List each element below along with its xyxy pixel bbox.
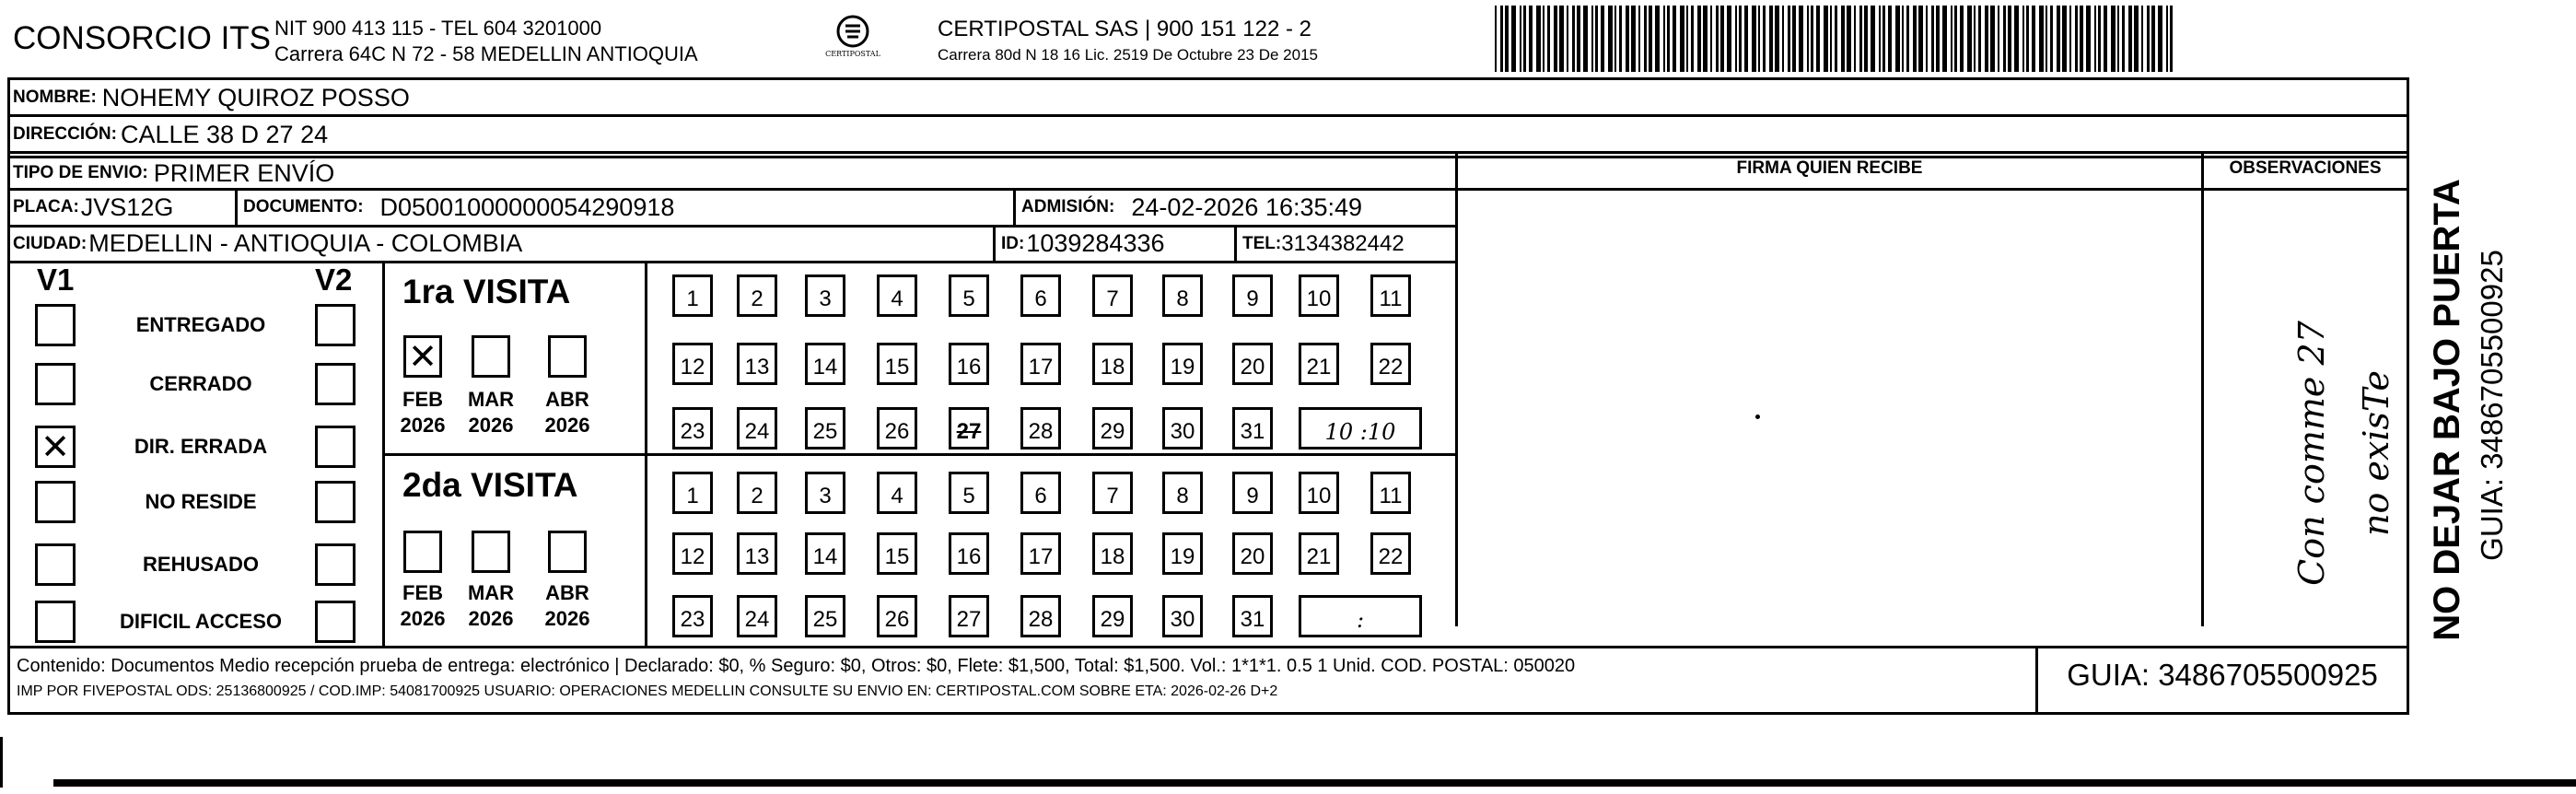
second-visit-month-checkbox[interactable] bbox=[548, 531, 587, 573]
first-visit-day-box[interactable]: 29 bbox=[1092, 407, 1133, 450]
first-visit-day-box[interactable]: 11 bbox=[1370, 274, 1411, 317]
first-visit-day-box[interactable]: 15 bbox=[877, 343, 917, 385]
barcode-bar bbox=[1644, 6, 1647, 72]
first-visit-day-box[interactable]: 13 bbox=[737, 343, 777, 385]
first-visit-day-box[interactable]: 10 bbox=[1299, 274, 1339, 317]
barcode-bar bbox=[1824, 6, 1828, 72]
status-label: NO RESIDE bbox=[145, 490, 257, 513]
admision-label: ADMISIÓN: bbox=[1021, 197, 1115, 216]
barcode-bar bbox=[2122, 6, 2125, 72]
second-visit-day-box[interactable]: 31 bbox=[1232, 595, 1273, 637]
first-visit-day-box[interactable]: 19 bbox=[1162, 343, 1203, 385]
barcode-bar bbox=[1835, 6, 1837, 72]
barcode-bar bbox=[1529, 6, 1533, 72]
barcode-bar bbox=[2057, 6, 2060, 72]
second-visit-day-box[interactable]: 17 bbox=[1020, 532, 1061, 575]
v1-checkbox[interactable] bbox=[35, 363, 76, 405]
month-name: ABR bbox=[545, 388, 589, 411]
barcode-bar bbox=[1720, 6, 1724, 72]
barcode-bar bbox=[1703, 6, 1708, 72]
barcode-bar bbox=[1716, 6, 1719, 72]
barcode-bar bbox=[1926, 6, 1928, 72]
barcode-bar bbox=[2003, 6, 2006, 72]
barcode-bar bbox=[1495, 6, 1497, 72]
month-label bbox=[461, 580, 520, 632]
side-warning: NO DEJAR BAJO PUERTA bbox=[2427, 179, 2467, 641]
barcode-bar bbox=[1691, 6, 1694, 72]
barcode-bar bbox=[2075, 6, 2078, 72]
second-visit-day-box[interactable]: 8 bbox=[1162, 472, 1203, 514]
month-label bbox=[538, 387, 597, 438]
second-visit-day-box[interactable]: 1 bbox=[672, 472, 713, 514]
barcode-bar bbox=[1543, 6, 1544, 72]
first-visit-day-box[interactable]: 18 bbox=[1092, 343, 1133, 385]
observation-handwriting-2: no exisTe bbox=[2356, 370, 2396, 536]
barcode-bar bbox=[1854, 6, 1856, 72]
first-visit-day-box[interactable]: 3 bbox=[805, 274, 845, 317]
barcode-bar bbox=[1523, 6, 1526, 72]
id-label: ID: bbox=[1001, 233, 1025, 253]
barcode-bar bbox=[1511, 6, 1516, 72]
barcode-bar bbox=[1547, 6, 1550, 72]
barcode-bar bbox=[2128, 6, 2132, 72]
first-visit-day-box[interactable]: 7 bbox=[1092, 274, 1133, 317]
month-name: MAR bbox=[467, 581, 515, 604]
barcode-bar bbox=[1619, 6, 1622, 72]
month-name: ABR bbox=[545, 581, 589, 604]
barcode-bar bbox=[2094, 6, 2096, 72]
first-visit-day-box[interactable]: 21 bbox=[1299, 343, 1339, 385]
firma-label: FIRMA QUIEN RECIBE bbox=[1736, 158, 1923, 178]
tel-label: TEL: bbox=[1242, 233, 1282, 253]
second-visit-day-box[interactable]: 25 bbox=[805, 595, 845, 637]
observation-handwriting-1: Con comme 27 bbox=[2291, 321, 2332, 586]
barcode-bar bbox=[1936, 6, 1940, 72]
barcode-bar bbox=[1673, 6, 1676, 72]
bottom-band bbox=[53, 779, 2576, 787]
v1-checkbox[interactable] bbox=[35, 543, 76, 586]
direccion-row bbox=[7, 116, 2407, 153]
tel-value: 3134382442 bbox=[1281, 230, 1405, 256]
first-visit-day-box[interactable]: 23 bbox=[672, 407, 713, 450]
v2-checkbox[interactable] bbox=[315, 304, 356, 346]
first-visit-day-box[interactable]: 4 bbox=[877, 274, 917, 317]
first-visit-day-box[interactable]: 28 bbox=[1020, 407, 1061, 450]
month-year: 2026 bbox=[544, 607, 590, 630]
first-visit-day-box[interactable]: 31 bbox=[1232, 407, 1273, 450]
barcode-bar bbox=[1913, 6, 1917, 72]
barcode-bar bbox=[1847, 6, 1851, 72]
direccion-value: CALLE 38 D 27 24 bbox=[120, 120, 329, 148]
first-visit-day-box[interactable]: 5 bbox=[949, 274, 989, 317]
barcode-bar bbox=[1811, 6, 1813, 72]
barcode-bar bbox=[1655, 6, 1660, 72]
month-year: 2026 bbox=[468, 414, 514, 437]
barcode-bar bbox=[2008, 6, 2011, 72]
admision-value: 24-02-2026 16:35:49 bbox=[1131, 193, 1363, 221]
first-visit-month-checkbox[interactable]: ✕ bbox=[403, 335, 442, 378]
barcode-bar bbox=[1816, 6, 1820, 72]
first-visit-day-box[interactable]: 12 bbox=[672, 343, 713, 385]
second-visit-day-box[interactable]: 30 bbox=[1162, 595, 1203, 637]
barcode bbox=[1495, 6, 2176, 72]
bottom-rule bbox=[0, 737, 3, 788]
ciudad-value: MEDELLIN - ANTIOQUIA - COLOMBIA bbox=[88, 229, 523, 257]
barcode-bar bbox=[2104, 6, 2107, 72]
second-visit-title: 2da VISITA bbox=[402, 466, 578, 504]
tipo-row bbox=[7, 155, 1453, 192]
first-visit-month-checkbox[interactable] bbox=[472, 335, 510, 378]
barcode-bar bbox=[1697, 6, 1701, 72]
status-label: DIR. ERRADA bbox=[134, 435, 268, 458]
barcode-bar bbox=[2141, 6, 2143, 72]
first-visit-day-box[interactable]: 22 bbox=[1370, 343, 1411, 385]
barcode-bar bbox=[1775, 6, 1779, 72]
barcode-bar bbox=[2050, 6, 2053, 72]
status-label: ENTREGADO bbox=[135, 313, 266, 336]
first-visit-title: 1ra VISITA bbox=[402, 273, 571, 310]
second-visit-day-box[interactable]: 29 bbox=[1092, 595, 1133, 637]
barcode-bar bbox=[1974, 6, 1976, 72]
nombre-label: NOMBRE: bbox=[13, 88, 97, 107]
barcode-bar bbox=[1967, 6, 1972, 72]
barcode-bar bbox=[1882, 6, 1885, 72]
barcode-bar bbox=[1572, 6, 1575, 72]
first-visit-day-box[interactable]: 25 bbox=[805, 407, 845, 450]
barcode-bar bbox=[2166, 6, 2168, 72]
first-visit-day-box[interactable]: 26 bbox=[877, 407, 917, 450]
second-visit-day-box[interactable]: 28 bbox=[1020, 595, 1061, 637]
barcode-bar bbox=[1978, 6, 1981, 72]
barcode-bar bbox=[1649, 6, 1652, 72]
v2-checkbox[interactable] bbox=[315, 363, 356, 405]
barcode-bar bbox=[1710, 6, 1712, 72]
second-visit-day-box[interactable]: 13 bbox=[737, 532, 777, 575]
barcode-bar bbox=[1763, 6, 1766, 72]
month-label bbox=[538, 580, 597, 632]
second-visit-day-box[interactable]: 9 bbox=[1232, 472, 1273, 514]
first-visit-day-box[interactable]: 14 bbox=[805, 343, 845, 385]
barcode-bar bbox=[1792, 6, 1796, 72]
barcode-bar bbox=[2032, 6, 2035, 72]
second-visit-day-box[interactable]: 15 bbox=[877, 532, 917, 575]
tipo-value: PRIMER ENVÍO bbox=[153, 158, 335, 187]
second-visit-day-box[interactable]: 2 bbox=[737, 472, 777, 514]
barcode-bar bbox=[2134, 6, 2139, 72]
month-year: 2026 bbox=[468, 607, 514, 630]
v2-checkbox[interactable] bbox=[315, 543, 356, 586]
barcode-bar bbox=[1626, 6, 1629, 72]
documento-cell bbox=[238, 190, 674, 225]
second-visit-day-box[interactable]: 4 bbox=[877, 472, 917, 514]
signature-dot bbox=[1755, 415, 1760, 419]
footer-print-line: IMP POR FIVEPOSTAL ODS: 25136800925 / COD.IMP: 54081700925 USUARIO: OPERACIONES MEDELLIN CONSULTE SU ENVIO EN: CERTIPOSTAL.COM SOBRE ETA: 2026-02-26 D+2 bbox=[17, 683, 1278, 699]
v1-checkbox[interactable]: ✕ bbox=[35, 426, 76, 468]
barcode-bar bbox=[1591, 6, 1593, 72]
barcode-bar bbox=[2151, 6, 2155, 72]
barcode-bar bbox=[1830, 6, 1832, 72]
second-visit-day-box[interactable]: 14 bbox=[805, 532, 845, 575]
barcode-bar bbox=[1871, 6, 1875, 72]
month-label bbox=[461, 387, 520, 438]
barcode-bar bbox=[1895, 6, 1900, 72]
barcode-bar bbox=[1788, 6, 1790, 72]
second-visit-day-box[interactable]: 21 bbox=[1299, 532, 1339, 575]
barcode-bar bbox=[1680, 6, 1684, 72]
barcode-bar bbox=[1739, 6, 1742, 72]
tipo-label: TIPO DE ENVIO: bbox=[13, 163, 148, 182]
first-visit-day-box[interactable]: 17 bbox=[1020, 343, 1061, 385]
barcode-bar bbox=[1500, 6, 1503, 72]
barcode-bar bbox=[1906, 6, 1909, 72]
certipostal-logo bbox=[820, 13, 886, 64]
second-visit-day-box[interactable]: 7 bbox=[1092, 472, 1133, 514]
barcode-bar bbox=[1782, 6, 1784, 72]
nombre-value: NOHEMY QUIROZ POSSO bbox=[101, 83, 410, 111]
barcode-bar bbox=[1727, 6, 1731, 72]
footer-content-line: Contenido: Documentos Medio recepción prueba de entrega: electrónico | Declarado: $0, % Seguro: $0, Otros: $0, Flete: $1,500, Total: $1,500. Vol.: 1*1*1. 0.5 1 Unid. COD. POSTAL: 050020 bbox=[17, 656, 1576, 676]
second-visit-day-box[interactable]: 18 bbox=[1092, 532, 1133, 575]
barcode-bar bbox=[1864, 6, 1868, 72]
second-visit-day-box[interactable]: 5 bbox=[949, 472, 989, 514]
barcode-bar bbox=[2117, 6, 2119, 72]
barcode-bar bbox=[1954, 6, 1957, 72]
v1-label: V1 bbox=[37, 263, 75, 297]
observaciones-label: OBSERVACIONES bbox=[2229, 158, 2382, 178]
v2-checkbox[interactable] bbox=[315, 426, 356, 468]
month-name: MAR bbox=[467, 388, 515, 411]
placa-label: PLACA: bbox=[13, 197, 79, 216]
admision-cell bbox=[1016, 190, 1362, 225]
second-visit-time-box[interactable]: : bbox=[1299, 595, 1422, 637]
barcode-bar bbox=[1902, 6, 1904, 72]
status-label: CERRADO bbox=[149, 372, 252, 395]
barcode-bar bbox=[2026, 6, 2029, 72]
company-name: CONSORCIO ITS bbox=[13, 20, 272, 56]
logo-text: CERTIPOSTAL bbox=[825, 50, 880, 58]
second-visit-day-box[interactable]: 27 bbox=[949, 595, 989, 637]
v1-checkbox[interactable] bbox=[35, 304, 76, 346]
month-name: FEB bbox=[402, 388, 443, 411]
documento-label: DOCUMENTO: bbox=[243, 197, 364, 216]
first-visit-day-box[interactable]: 6 bbox=[1020, 274, 1061, 317]
barcode-bar bbox=[1601, 6, 1604, 72]
second-visit-day-box[interactable]: 20 bbox=[1232, 532, 1273, 575]
month-year: 2026 bbox=[544, 414, 590, 437]
footer-guia: GUIA: 3486705500925 bbox=[2067, 658, 2378, 692]
first-visit-month-checkbox[interactable] bbox=[548, 335, 587, 378]
first-visit-day-box[interactable]: 8 bbox=[1162, 274, 1203, 317]
second-visit-month-checkbox[interactable] bbox=[472, 531, 510, 573]
second-visit-day-box[interactable]: 11 bbox=[1370, 472, 1411, 514]
barcode-bar bbox=[1879, 6, 1881, 72]
second-visit-day-box[interactable]: 24 bbox=[737, 595, 777, 637]
barcode-bar bbox=[1554, 6, 1557, 72]
placa-cell bbox=[7, 190, 173, 225]
id-cell bbox=[996, 227, 1165, 261]
second-visit-day-box[interactable]: 10 bbox=[1299, 472, 1339, 514]
barcode-bar bbox=[1686, 6, 1688, 72]
barcode-bar bbox=[1614, 6, 1616, 72]
barcode-bar bbox=[1998, 6, 1999, 72]
second-visit-day-box[interactable]: 3 bbox=[805, 472, 845, 514]
barcode-bar bbox=[1663, 6, 1665, 72]
first-visit-day-box[interactable]: 30 bbox=[1162, 407, 1203, 450]
barcode-bar bbox=[1931, 6, 1934, 72]
placa-value: JVS12G bbox=[80, 193, 174, 221]
first-visit-day-box[interactable]: 24 bbox=[737, 407, 777, 450]
barcode-bar bbox=[1536, 6, 1541, 72]
barcode-bar bbox=[1807, 6, 1809, 72]
barcode-bar bbox=[1942, 6, 1947, 72]
month-year: 2026 bbox=[400, 414, 446, 437]
ciudad-cell bbox=[7, 227, 522, 261]
first-visit-day-box[interactable]: 20 bbox=[1232, 343, 1273, 385]
barcode-bar bbox=[2014, 6, 2019, 72]
second-visit-day-box[interactable]: 12 bbox=[672, 532, 713, 575]
barcode-bar bbox=[2111, 6, 2116, 72]
barcode-bar bbox=[1505, 6, 1509, 72]
second-visit-day-box[interactable]: 23 bbox=[672, 595, 713, 637]
first-visit-time-box[interactable]: 10 :10 bbox=[1299, 407, 1422, 450]
v2-label: V2 bbox=[315, 263, 353, 297]
barcode-bar bbox=[2086, 6, 2091, 72]
v1-checkbox[interactable] bbox=[35, 481, 76, 523]
barcode-bar bbox=[2158, 6, 2162, 72]
second-visit-day-box[interactable]: 16 bbox=[949, 532, 989, 575]
barcode-bar bbox=[1769, 6, 1773, 72]
second-visit-day-box[interactable]: 6 bbox=[1020, 472, 1061, 514]
barcode-bar bbox=[2170, 6, 2173, 72]
barcode-bar bbox=[1752, 6, 1756, 72]
second-visit-day-box[interactable]: 26 bbox=[877, 595, 917, 637]
barcode-bar bbox=[1951, 6, 1952, 72]
ciudad-label: CIUDAD: bbox=[13, 233, 87, 253]
barcode-bar bbox=[1735, 6, 1737, 72]
barcode-bar bbox=[1583, 6, 1588, 72]
barcode-bar bbox=[2098, 6, 2101, 72]
barcode-bar bbox=[2046, 6, 2047, 72]
company-address: Carrera 64C N 72 - 58 MEDELLIN ANTIOQUIA bbox=[274, 42, 698, 65]
barcode-bar bbox=[1888, 6, 1892, 72]
first-visit-day-box[interactable]: 27 bbox=[949, 407, 989, 450]
tel-cell bbox=[1237, 227, 1405, 261]
barcode-bar bbox=[2080, 6, 2083, 72]
month-year: 2026 bbox=[400, 607, 446, 630]
side-guia: GUIA: 3486705500925 bbox=[2475, 250, 2509, 561]
barcode-bar bbox=[2039, 6, 2044, 72]
barcode-bar bbox=[1918, 6, 1923, 72]
barcode-bar bbox=[1520, 6, 1521, 72]
month-name: FEB bbox=[402, 581, 443, 604]
barcode-bar bbox=[2069, 6, 2071, 72]
status-label: DIFICIL ACCESO bbox=[119, 610, 282, 633]
nombre-row bbox=[7, 79, 2407, 116]
barcode-bar bbox=[1841, 6, 1845, 72]
barcode-bar bbox=[1990, 6, 1995, 72]
company-nit: NIT 900 413 115 - TEL 604 3201000 bbox=[274, 17, 602, 40]
barcode-bar bbox=[2147, 6, 2150, 72]
second-visit-day-box[interactable]: 19 bbox=[1162, 532, 1203, 575]
month-label bbox=[393, 387, 452, 438]
barcode-bar bbox=[1985, 6, 1988, 72]
barcode-bar bbox=[1631, 6, 1636, 72]
month-label bbox=[393, 580, 452, 632]
barcode-bar bbox=[2022, 6, 2024, 72]
barcode-bar bbox=[1758, 6, 1760, 72]
first-visit-day-box[interactable]: 2 bbox=[737, 274, 777, 317]
id-value: 1039284336 bbox=[1026, 229, 1165, 257]
second-visit-month-checkbox[interactable] bbox=[403, 531, 442, 573]
barcode-bar bbox=[1608, 6, 1613, 72]
v1-checkbox[interactable] bbox=[35, 601, 76, 643]
documento-value: D05001000000054290918 bbox=[379, 193, 675, 221]
first-visit-day-box[interactable]: 9 bbox=[1232, 274, 1273, 317]
carrier-name: CERTIPOSTAL SAS | 900 151 122 - 2 bbox=[938, 17, 1311, 41]
barcode-bar bbox=[1577, 6, 1580, 72]
v2-checkbox[interactable] bbox=[315, 481, 356, 523]
first-visit-day-box[interactable]: 1 bbox=[672, 274, 713, 317]
barcode-bar bbox=[1859, 6, 1862, 72]
barcode-bar bbox=[1799, 6, 1803, 72]
barcode-bar bbox=[2062, 6, 2067, 72]
carrier-address: Carrera 80d N 18 16 Lic. 2519 De Octubre 23 De 2015 bbox=[938, 46, 1318, 64]
status-label: REHUSADO bbox=[143, 553, 259, 576]
barcode-bar bbox=[1960, 6, 1964, 72]
barcode-bar bbox=[1567, 6, 1568, 72]
direccion-label: DIRECCIÓN: bbox=[13, 124, 117, 144]
barcode-bar bbox=[1744, 6, 1748, 72]
barcode-bar bbox=[1595, 6, 1598, 72]
second-visit-day-box[interactable]: 22 bbox=[1370, 532, 1411, 575]
barcode-bar bbox=[1559, 6, 1564, 72]
barcode-bar bbox=[1638, 6, 1640, 72]
v2-checkbox[interactable] bbox=[315, 601, 356, 643]
first-visit-day-box[interactable]: 16 bbox=[949, 343, 989, 385]
barcode-bar bbox=[1667, 6, 1670, 72]
